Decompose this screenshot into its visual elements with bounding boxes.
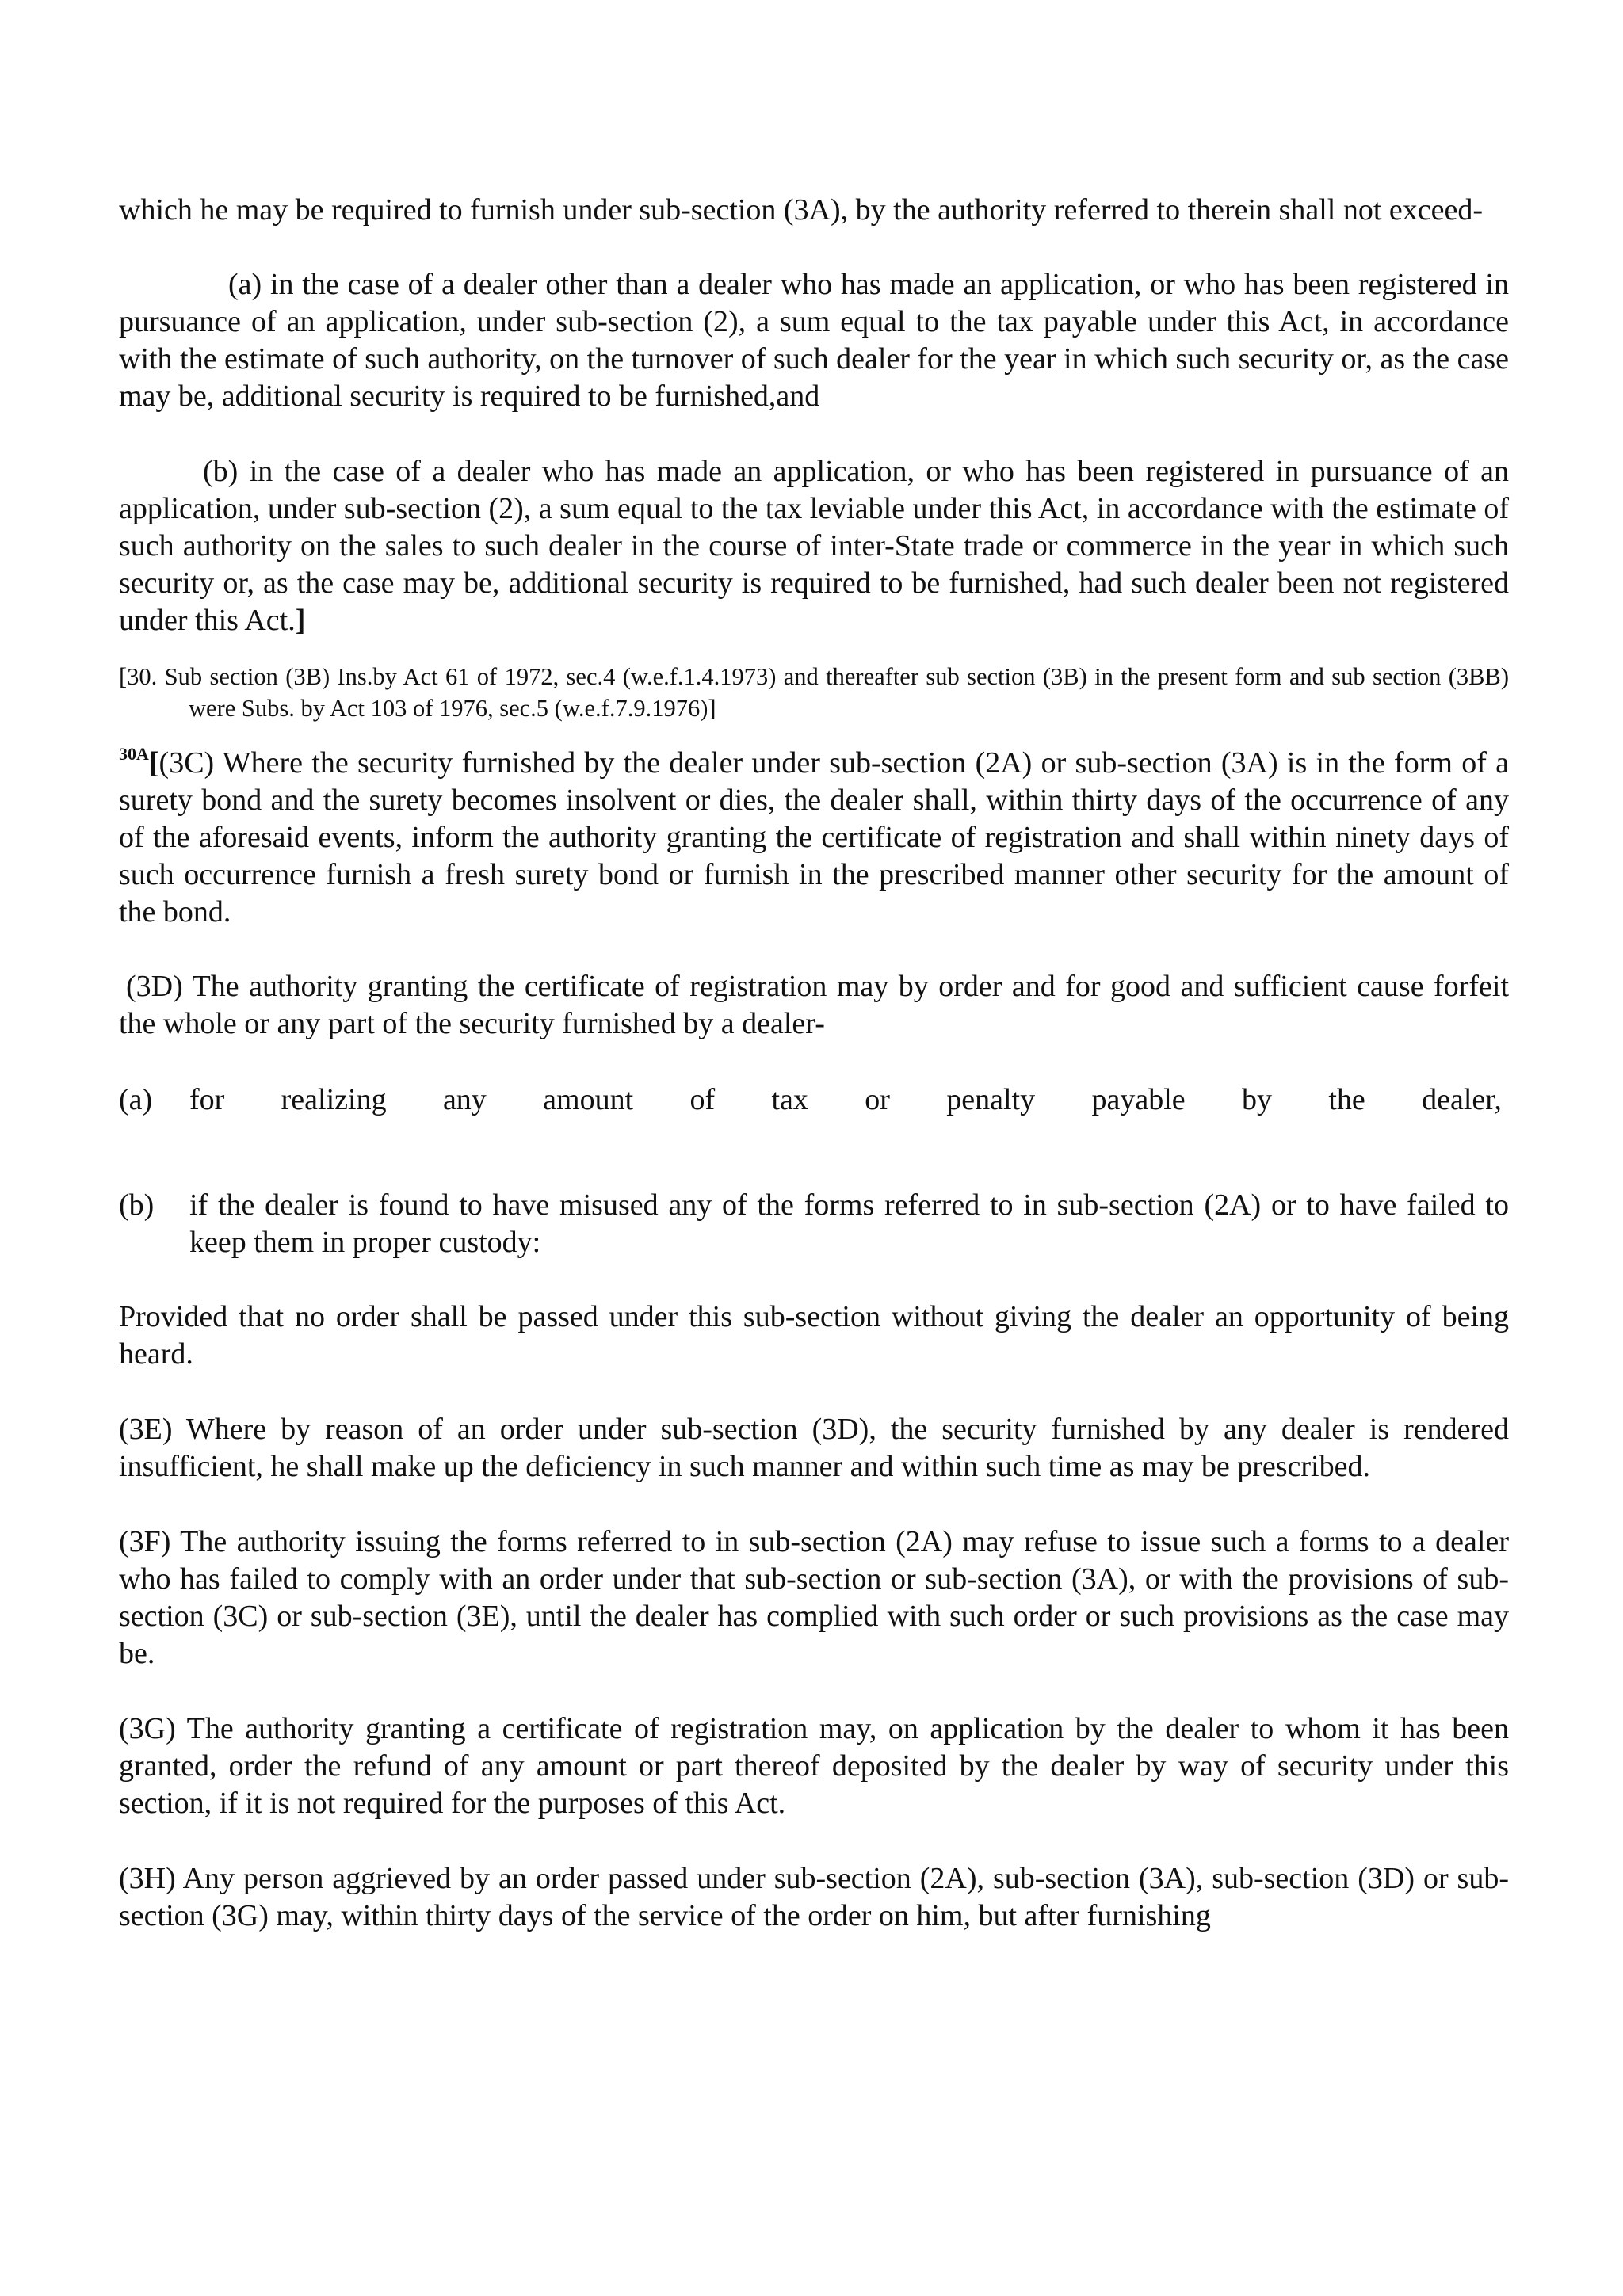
word: amount	[543, 1083, 634, 1116]
word: any	[442, 1083, 487, 1116]
list-item-b-text: if the dealer is found to have misused any of the forms referred to in sub-section (2A) or to have failed to keep them in proper custody:	[189, 1188, 1509, 1259]
sub-section-3f: (3F) The authority issuing the forms referred to in sub-section (2A) may refuse to issue such a forms to a dealer who has failed to comply with an order under that sub-section or sub-section (3A), or with the provisions of sub-section (3C) or sub-section (3E), until the dealer has complied with such order or such provisions as the case may be.	[119, 1525, 1509, 1670]
sub-section-3e: (3E) Where by reason of an order under sub-section (3D), the security furnished by any dealer is rendered insufficient, he shall make up the deficiency in such manner and within such time as may be prescribed.	[119, 1413, 1509, 1483]
list-item-a-label: (a)	[119, 1083, 153, 1116]
word: for	[189, 1083, 225, 1116]
sub-section-3d: (3D) The authority granting the certificate of registration may by order and for good and sufficient cause forfeit the whole or any part of the security furnished by a dealer-	[119, 970, 1509, 1040]
sub-section-3c	[119, 745, 1509, 931]
word: payable	[1091, 1083, 1186, 1116]
word: dealer,	[1422, 1083, 1502, 1116]
list-item-a-text	[189, 1081, 1502, 1119]
footnote-marker: 30A	[119, 744, 149, 764]
proviso: Provided that no order shall be passed under this sub-section without giving the dealer an opportunity of being heard.	[119, 1300, 1509, 1371]
list-item-b	[119, 1187, 1509, 1261]
sub-section-3h: (3H) Any person aggrieved by an order passed under sub-section (2A), sub-section (3A), sub-section (3D) or sub-section (3G) may, within thirty days of the service of the order on him, but after furnishing	[119, 1862, 1509, 1932]
clause-b	[119, 453, 1509, 639]
list-item-b-label: (b)	[119, 1188, 155, 1222]
paragraph-intro: which he may be required to furnish under sub-section (3A), by the authority referred to therein shall not exceed-	[119, 193, 1484, 227]
footnote-30: [30. Sub section (3B) Ins.by Act 61 of 1972, sec.4 (w.e.f.1.4.1973) and thereafter sub section (3B) in the present form and sub section (3BB) were Subs. by Act 103 of 1976, sec.5 (w.e.f.7.9.1976)]	[119, 663, 1509, 722]
word: by	[1241, 1083, 1272, 1116]
clause-b-closing-bracket: ]	[295, 604, 306, 637]
word: realizing	[281, 1083, 387, 1116]
word: penalty	[946, 1083, 1036, 1116]
sub-section-3c-text: (3C) Where the security furnished by the dealer under sub-section (2A) or sub-section (3A) is in the form of a surety bond and the surety becomes insolvent or dies, the dealer shall, within thirty days of the occurrence of any of the aforesaid events, inform the authority granting the certificate of registration and shall within ninety days of such occurrence furnish a fresh surety bond or furnish in the prescribed manner other security for the amount of the bond.	[119, 746, 1509, 929]
clause-a: (a) in the case of a dealer other than a dealer who has made an application, or who has been registered in pursuance of an application, under sub-section (2), a sum equal to the tax payable under this Act, in accordance with the estimate of such authority, on the turnover of such dealer for the year in which such security or, as the case may be, additional security is required to be furnished,and	[119, 268, 1509, 413]
word: of	[689, 1083, 716, 1116]
list-item-a	[119, 1081, 1509, 1119]
sub-section-3c-open-bracket: [	[148, 746, 159, 780]
document-page	[119, 192, 1509, 1935]
word: or	[865, 1083, 890, 1116]
sub-section-3g: (3G) The authority granting a certificate of registration may, on application by the dealer to whom it has been granted, order the refund of any amount or part thereof deposited by the dealer by way of security under this section, if it is not required for the purposes of this Act.	[119, 1712, 1509, 1820]
clause-b-text: (b) in the case of a dealer who has made an application, or who has been registered in pursuance of an application, under sub-section (2), a sum equal to the tax leviable under this Act, in accordance with the estimate of such authority on the sales to such dealer in the course of inter-State trade or commerce in the year in which such security or, as the case may be, additional security is required to be furnished, had such dealer been not registered under this Act.	[119, 455, 1509, 637]
word: the	[1328, 1083, 1365, 1116]
word: tax	[771, 1083, 808, 1116]
